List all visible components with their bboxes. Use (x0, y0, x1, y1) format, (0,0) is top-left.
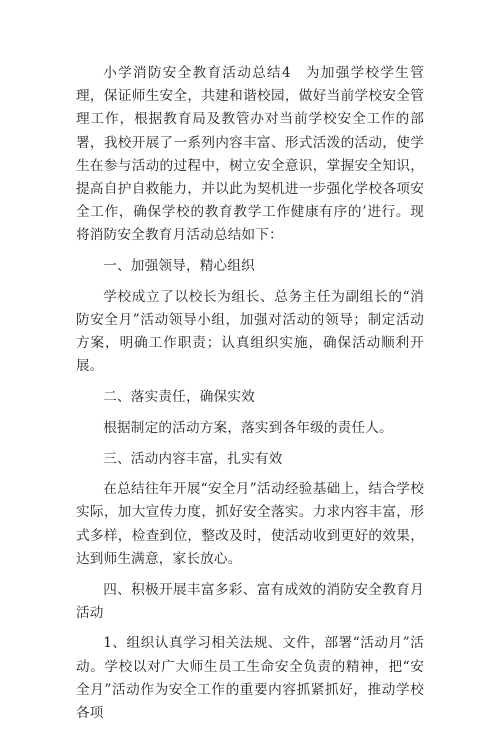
paragraph-2: 根据制定的活动方案，落实到各年级的责任人。 (103, 419, 393, 436)
paragraph-4: 1、组织认真学习相关法规、文件，部署“活动月”活动。学校以对广大师生员工生命安全负责的精神，把“安全月”活动作为安全工作的重要内容抓紧抓好，推动学校各项 (76, 635, 424, 722)
section-heading-4: 四、积极开展丰富多彩、富有成效的消防安全教育月活动 (76, 581, 424, 621)
document-body (76, 62, 424, 733)
section-heading-2: 二、落实责任，确保实效 (103, 389, 255, 406)
paragraph-1: 学校成立了以校长为组长、总务主任为副组长的“消防安全月”活动领导小组，加强对活动的领导；制定活动方案，明确工作职责；认真组织实施，确保活动顺利开展。 (76, 288, 424, 375)
section-heading-3: 三、活动内容丰富，扎实有效 (103, 450, 283, 467)
paragraph-intro-text: 为加强学校学生管理，保证师生安全，共建和谐校园，做好当前学校安全管理工作，根据教育局及教管办对当前学校安全工作的部署，我校开展了一系列内容丰富、形式活泼的活动，使学生在参与活动的过程中，树立安全意识，掌握安全知识，提高自护自救能力，并以此为契机进一步强化学校各项安全工作，确保学校的教育教学工作健康有序的’进行。现将消防安全教育月活动总结如下： (76, 65, 424, 244)
section-heading-1: 一、加强领导，精心组织 (103, 258, 255, 275)
document-title: 小学消防安全教育活动总结4 (103, 65, 291, 81)
paragraph-intro (76, 62, 424, 248)
paragraph-3: 在总结往年开展“安全月”活动经验基础上，结合学校实际，加大宣传力度，抓好安全落实。力求内容丰富，形式多样，检查到位，整改及时，使活动收到更好的效果，达到师生满意，家长放心。 (76, 481, 424, 567)
